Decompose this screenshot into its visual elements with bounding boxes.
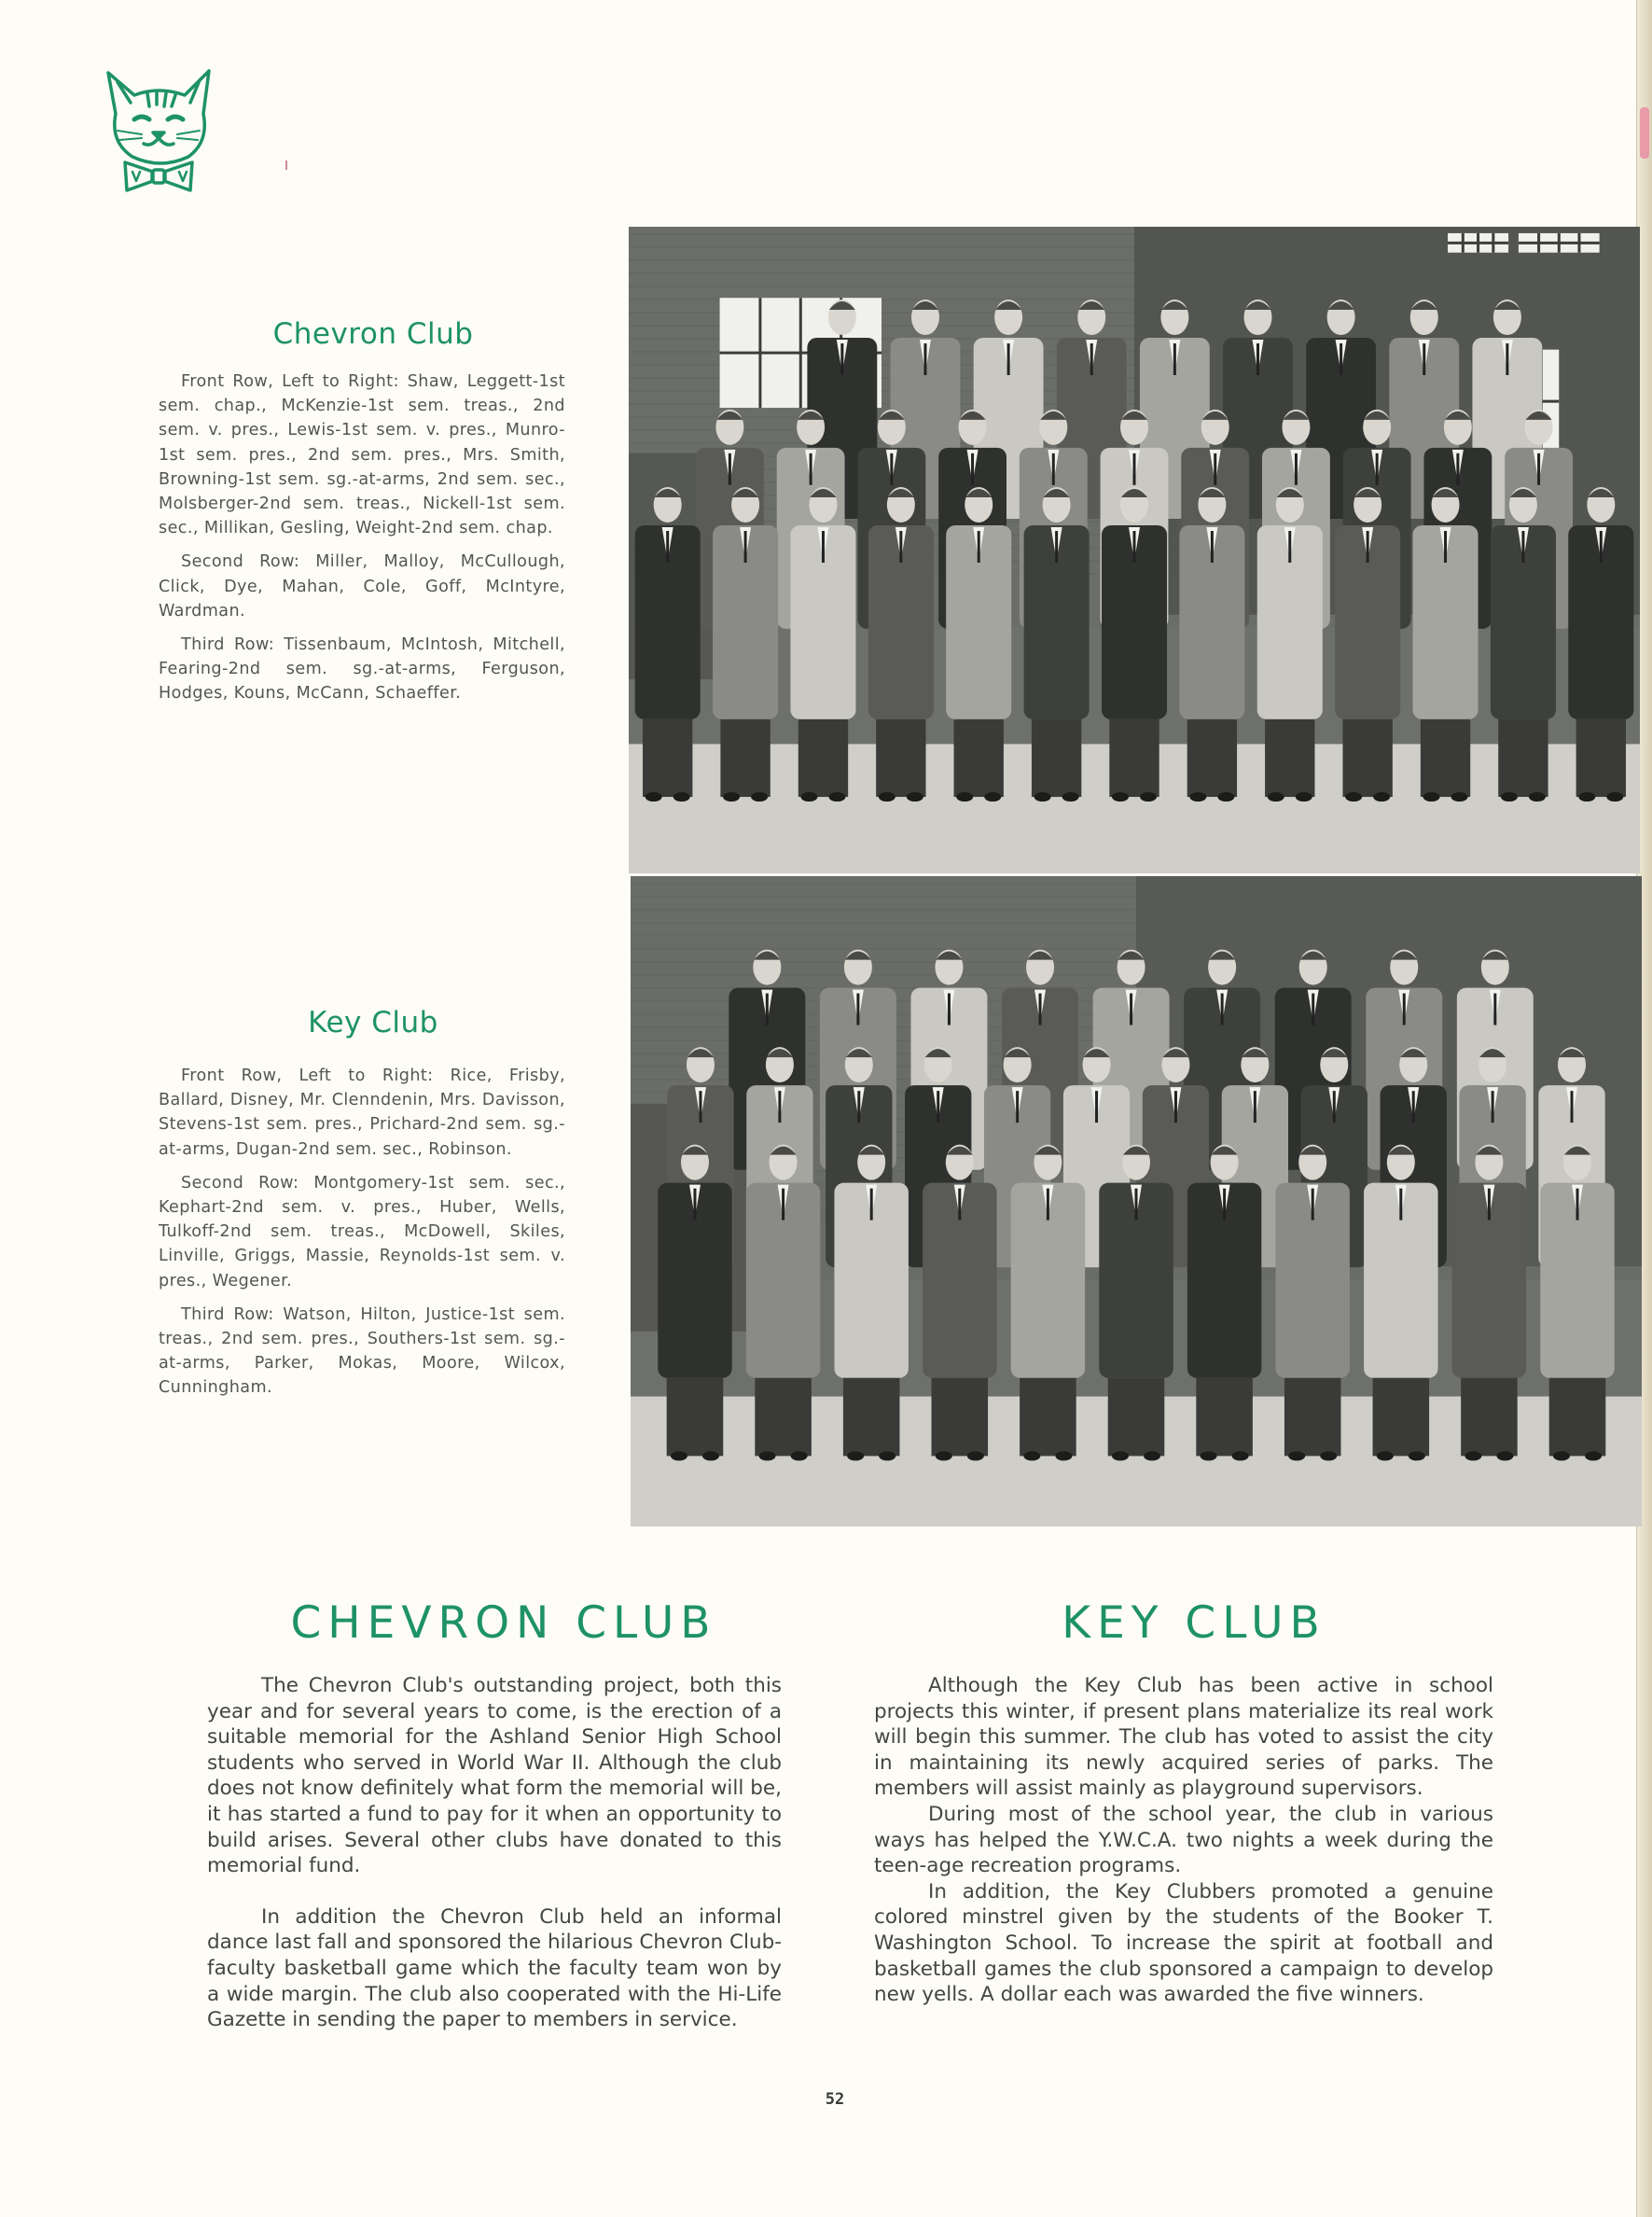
chevron-article-paragraph: In addition the Chevron Club held an informal dance last fall and sponsored the hilarious Chevron Club-faculty basketball game which the faculty team won by a wide margin. The club also cooperated with the Hi-Life Gazette in sending the paper to members in service. — [207, 1904, 782, 2032]
page-number: 52 — [825, 2090, 845, 2109]
chevron-club-group-photo — [629, 227, 1640, 873]
key-article-heading: KEY CLUB — [1062, 1597, 1326, 1649]
key-article-paragraph: During most of the school year, the club in various ways has helped the Y.W.C.A. two nights a week during the teen-age recreation programs. — [874, 1802, 1493, 1878]
key-second-row: Second Row: Montgomery-1st sem. sec., Kephart-2nd sem. v. pres., Huber, Wells, Tulkoff-2nd sem. treas., McDowell, Skiles, Linville, Griggs, Massie, Reynolds-1st sem. v. pres., Wegener. — [159, 1173, 565, 1290]
chevron-second-row: Second Row: Miller, Malloy, McCullough, Click, Dye, Mahan, Cole, Goff, McIntyre, Wardman. — [159, 552, 565, 620]
photo-scene — [631, 876, 1642, 1527]
cat-mascot-icon — [99, 65, 220, 196]
chevron-article-paragraph: The Chevron Club's outstanding project, both this year and for several years to come, is the erection of a suitable memorial for the Ashland Senior High School students who served in World War II. Although the club does not know definitely what form the memorial will be, it has started a fund to pay for it when an opportunity to build arises. Several other clubs have donated to this memorial fund. — [207, 1674, 782, 1878]
chevron-caption — [159, 370, 565, 716]
chevron-third-row: Third Row: Tissenbaum, McIntosh, Mitchell, Fearing-2nd sem. sg.-at-arms, Ferguson, Hodges, Kouns, McCann, Schaeffer. — [159, 635, 565, 704]
chevron-article-body — [207, 1673, 782, 2033]
key-third-row: Third Row: Watson, Hilton, Justice-1st sem. treas., 2nd sem. pres., Southers-1st sem. sg.-at-arms, Parker, Mokas, Moore, Wilcox, Cunningham. — [159, 1304, 565, 1398]
chevron-caption-title: Chevron Club — [272, 317, 474, 351]
key-article-body — [874, 1673, 1493, 2008]
chevron-article-heading: CHEVRON CLUB — [290, 1597, 717, 1649]
key-club-group-photo — [631, 876, 1642, 1527]
chevron-front-row: Front Row, Left to Right: Shaw, Leggett-1st sem. chap., McKenzie-1st sem. treas., 2nd sem. v. pres., Lewis-1st sem. v. pres., Munro-1st sem. pres., 2nd sem. pres., Mrs. Smith, Browning-1st sem. sg.-at-arms, 2nd sem. sec., Molsberger-2nd sem. treas., Nickell-1st sem. sec., Millikan, Gesling, Weight-2nd sem. chap. — [159, 372, 565, 538]
spine-color-mark — [1640, 107, 1649, 159]
photo-scene — [629, 227, 1640, 873]
key-article-paragraph: Although the Key Club has been active in school projects this winter, if present plans materialize its real work will begin this summer. The club has voted to assist the city in maintaining its newly acquired series of parks. The members will assist mainly as playground supervisors. — [874, 1674, 1493, 1801]
key-caption-title: Key Club — [308, 1006, 438, 1039]
ink-speck — [285, 160, 287, 170]
key-article-paragraph: In addition, the Key Clubbers promoted a genuine colored minstrel given by the students of the Booker T. Washington School. To increase the spirit at football and basketball games the club sponsored a campaign to develop new yells. A dollar each was awarded the five winners. — [874, 1879, 1493, 2007]
key-caption — [159, 1064, 565, 1410]
key-front-row: Front Row, Left to Right: Rice, Frisby, Ballard, Disney, Mr. Clenndenin, Mrs. Davisson, Stevens-1st sem. pres., Prichard-2nd sem. sg.-at-arms, Dugan-2nd sem. sec., Robinson. — [159, 1067, 565, 1159]
